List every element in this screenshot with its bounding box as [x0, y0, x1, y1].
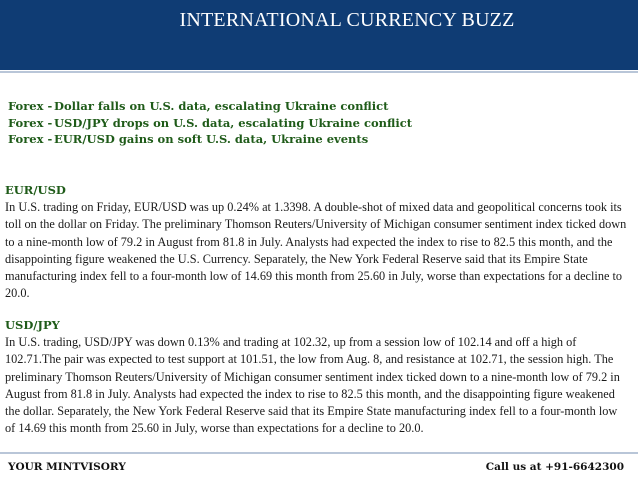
eurusd-heading: EUR/USD: [5, 183, 66, 197]
header-divider: [0, 71, 638, 73]
headline-prefix: Forex -: [8, 99, 53, 113]
usdjpy-section: [5, 317, 629, 438]
headline-prefix: Forex -: [8, 132, 53, 146]
page-title: INTERNATIONAL CURRENCY BUZZ: [179, 9, 515, 31]
footer-brand: YOUR MINTVISORY: [8, 461, 126, 473]
headline-item[interactable]: [8, 115, 412, 132]
usdjpy-heading: USD/JPY: [5, 318, 60, 332]
eurusd-body: In U.S. trading on Friday, EUR/USD was up 0.24% at 1.3398. A double-shot of mixed data and geopolitical concerns took its toll on the dollar on Friday. The preliminary Thomson Reuters/University of Michigan consumer sentiment index ticked down to a nine-month low of 79.2 in August from 81.8 in July. Analysts had expected the index to rise to 82.5 this month, and the disappointing figure weakened the U.S. Currency. Separately, the New York Federal Reserve said that its Empire State manufacturing index fell to a four-month low of 14.69 this month from 25.60 in July, worse than expectations for a decline to 20.0.: [5, 200, 627, 301]
headline-text: Dollar falls on U.S. data, escalating Ukraine conflict: [54, 99, 389, 113]
headline-text: USD/JPY drops on U.S. data, escalating Ukraine conflict: [54, 115, 413, 130]
header-band: [0, 0, 638, 70]
eurusd-section: [5, 182, 629, 303]
headline-item[interactable]: [8, 131, 412, 148]
headline-item[interactable]: [8, 98, 412, 115]
usdjpy-body: In U.S. trading, USD/JPY was down 0.13% and trading at 102.32, up from a session low of 102.14 and off a high of 102.71.The pair was expected to test support at 101.51, the low from Aug. 8, and resistance at 102.71, the session high. The preliminary Thomson Reuters/University of Michigan consumer sentiment index ticked down to a nine-month low of 79.2 in August from 81.8 in July. Analysts had expected the index to rise to 82.5 this month, and the disappointing figure weakened the dollar. Separately, the New York Federal Reserve said that its Empire State manufacturing index fell to a four-month low of 14.69 this month from 25.60 in July, worse than expectations for a decline to 20.0.: [5, 335, 620, 436]
headline-text: EUR/USD gains on soft U.S. data, Ukraine events: [54, 132, 369, 146]
footer-contact[interactable]: Call us at +91-6642300: [485, 461, 624, 473]
headline-prefix: Forex -: [8, 115, 53, 130]
headline-list: [8, 98, 412, 148]
footer-divider: [0, 452, 638, 454]
